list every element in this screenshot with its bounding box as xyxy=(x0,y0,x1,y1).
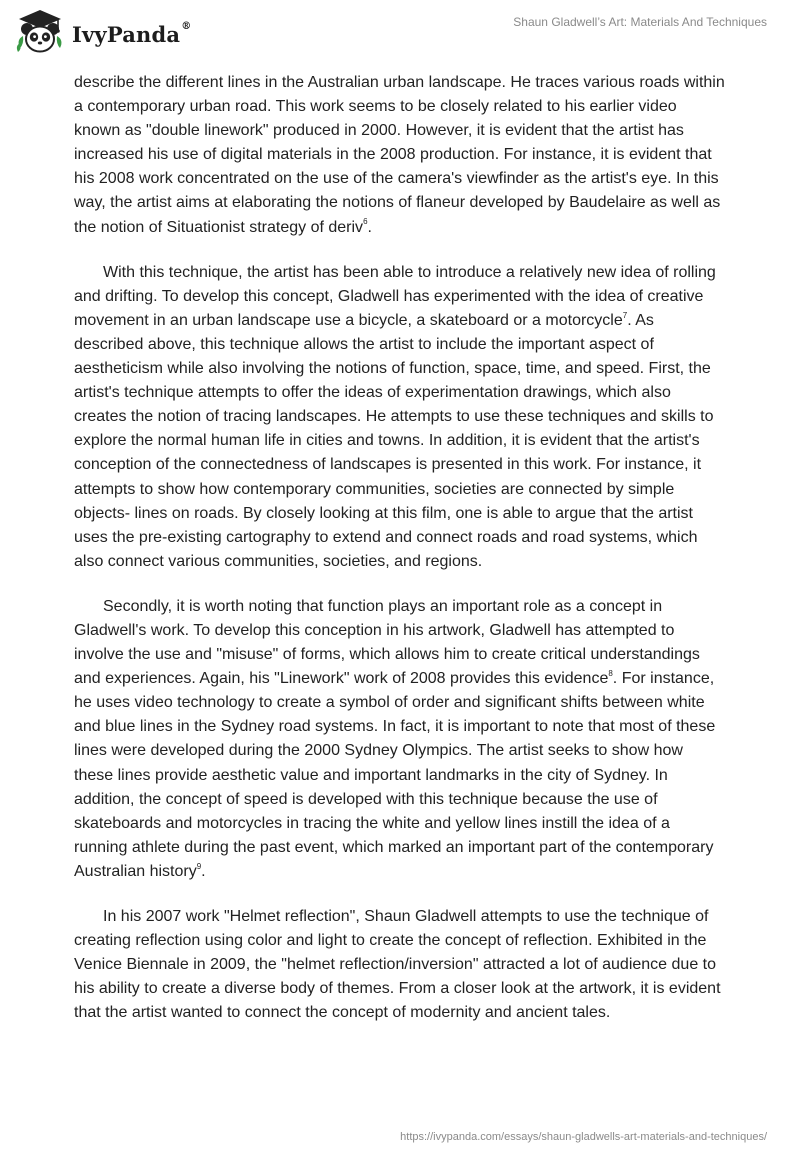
paragraph-4: In his 2007 work "Helmet reflection", Shaun Gladwell attempts to use the technique of creating reflection using color and light to create the concept of reflection. Exhibited in the Venice Biennale in 2009, the "helmet reflection/inversion" attracted a lot of audience due to his ability to create a diverse body of themes. From a closer look at the artwork, it is evident that the artist wanted to connect the concept of modernity and ancient tales. xyxy=(74,908,721,1022)
footnote-ref: 9 xyxy=(196,861,202,871)
brand-name: IvyPanda® xyxy=(72,20,192,47)
page-header xyxy=(0,0,800,64)
panda-graduation-cap-icon xyxy=(14,8,66,56)
paragraph-2: With this technique, the artist has been able to introduce a relatively new idea of rolling and drifting. To develop this concept, Gladwell has experimented with the idea of creative movement in an urban landscape use a bicycle, a skateboard or a motorcycle$^7$. As described above, this technique allows the artist to include the important aspect of aestheticism while also involving the notions of function, space, time, and speed. First, the artist's technique attempts to offer the ideas of experimentation drawings, which also creates the notion of tracing landscapes. He attempts to use these techniques and skills to explore the normal human life in cities and towns. In addition, it is evident that the artist's conception of the connectedness of landscapes is presented in this work. For instance, it attempts to show how contemporary communities, societies are connected by simple objects- lines on roads. By closely looking at this film, one is able to argue that the artist uses the pre-existing cartography to extend and connect roads and road systems, which also connect various communities, societies, and regions. xyxy=(74,263,716,570)
footnote-ref: 7 xyxy=(622,310,628,320)
source-url[interactable]: https://ivypanda.com/essays/shaun-gladwells-art-materials-and-techniques/ xyxy=(400,1131,767,1143)
paragraph-3: Secondly, it is worth noting that function plays an important role as a concept in Gladwell's work. To develop this conception in his artwork, Gladwell has attempted to involve the use and "misuse" of forms, which allows him to create critical understandings and experiences. Again, his "Linework" work of 2008 provides this evidence$^8$. For instance, he uses video technology to create a symbol of order and significant shifts between white and blue lines in the Sydney road systems. In fact, it is important to note that most of these lines were developed during the 2000 Sydney Olympics. The artist seeks to show how these lines provide aesthetic value and important landmarks in the city of Sydney. In addition, the concept of speed is developed with this technique because the use of skateboards and motorcycles in tracing the white and yellow lines instill the idea of a running athlete during the past event, which marked an important part of the contemporary Australian history$^9$. xyxy=(74,597,716,880)
paragraph-1: describe the different lines in the Australian urban landscape. He traces various roads within a contemporary urban road. This work seems to be closely related to his earlier video known as "double linework" produced in 2000. However, it is evident that the artist has increased his use of digital materials in the 2008 production. For instance, it is evident that his 2008 work concentrated on the use of the camera's viewfinder as the artist's eye. In this way, the artist aims at elaborating the notions of flaneur developed by Baudelaire as well as the notion of Situationist strategy of deriv$^6$. xyxy=(74,74,725,236)
essay-body xyxy=(74,71,726,1046)
document-title: Shaun Gladwell’s Art: Materials And Techniques xyxy=(513,15,767,29)
footnote-ref: 8 xyxy=(608,668,613,678)
footnote-ref: 6 xyxy=(363,217,368,227)
brand-logo[interactable] xyxy=(14,8,191,56)
